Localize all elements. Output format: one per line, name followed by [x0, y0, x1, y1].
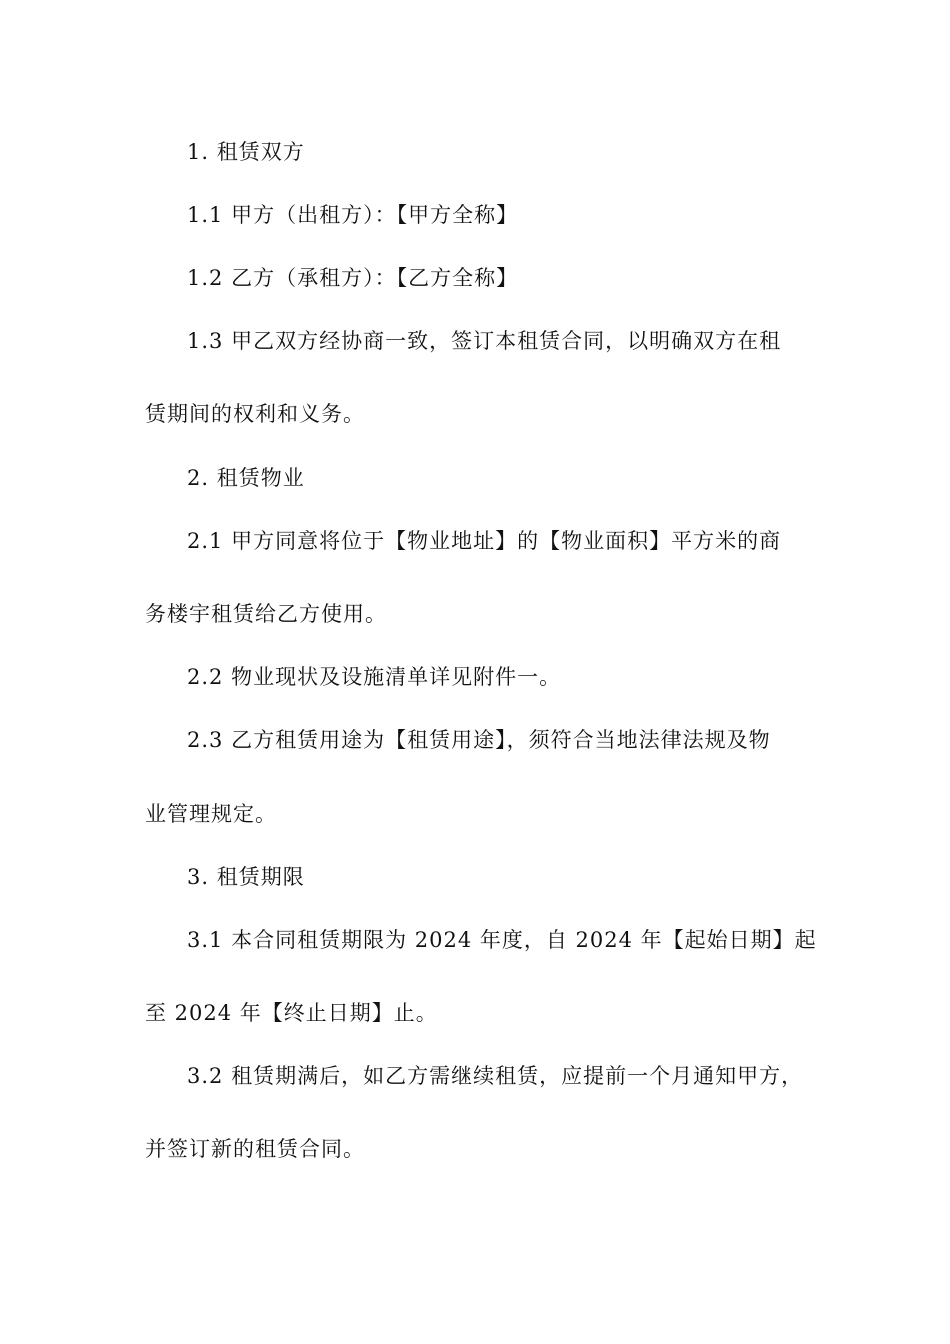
- clause-2-2: 2.2 物业现状及设施清单详见附件一。: [187, 665, 562, 689]
- clause-2-1-line-1: 2.1 甲方同意将位于【物业地址】的【物业面积】平方米的商: [187, 529, 782, 553]
- clause-1-2: 1.2 乙方（承租方）：【乙方全称】: [187, 266, 519, 290]
- clause-2-3-line-2: 业管理规定。: [145, 802, 277, 826]
- section-heading-lessor-lessee: 1. 租赁双方: [187, 140, 305, 164]
- clause-3-2-line-1: 3.2 租赁期满后，如乙方需继续租赁，应提前一个月通知甲方，: [187, 1064, 804, 1088]
- clause-2-1-line-2: 务楼宇租赁给乙方使用。: [145, 602, 387, 626]
- section-heading-property: 2. 租赁物业: [187, 466, 305, 490]
- clause-3-1-line-1: 3.1 本合同租赁期限为 2024 年度，自 2024 年【起始日期】起: [187, 928, 817, 952]
- clause-3-1-line-2: 至 2024 年【终止日期】止。: [145, 1001, 438, 1025]
- clause-1-1: 1.1 甲方（出租方）：【甲方全称】: [187, 203, 519, 227]
- clause-2-3-line-1: 2.3 乙方租赁用途为【租赁用途】，须符合当地法律法规及物: [187, 728, 771, 752]
- clause-1-3-line-2: 赁期间的权利和义务。: [145, 402, 365, 426]
- section-heading-term: 3. 租赁期限: [187, 865, 305, 889]
- clause-3-2-line-2: 并签订新的租赁合同。: [145, 1137, 365, 1161]
- clause-1-3-line-1: 1.3 甲乙双方经协商一致，签订本租赁合同，以明确双方在租: [187, 329, 782, 353]
